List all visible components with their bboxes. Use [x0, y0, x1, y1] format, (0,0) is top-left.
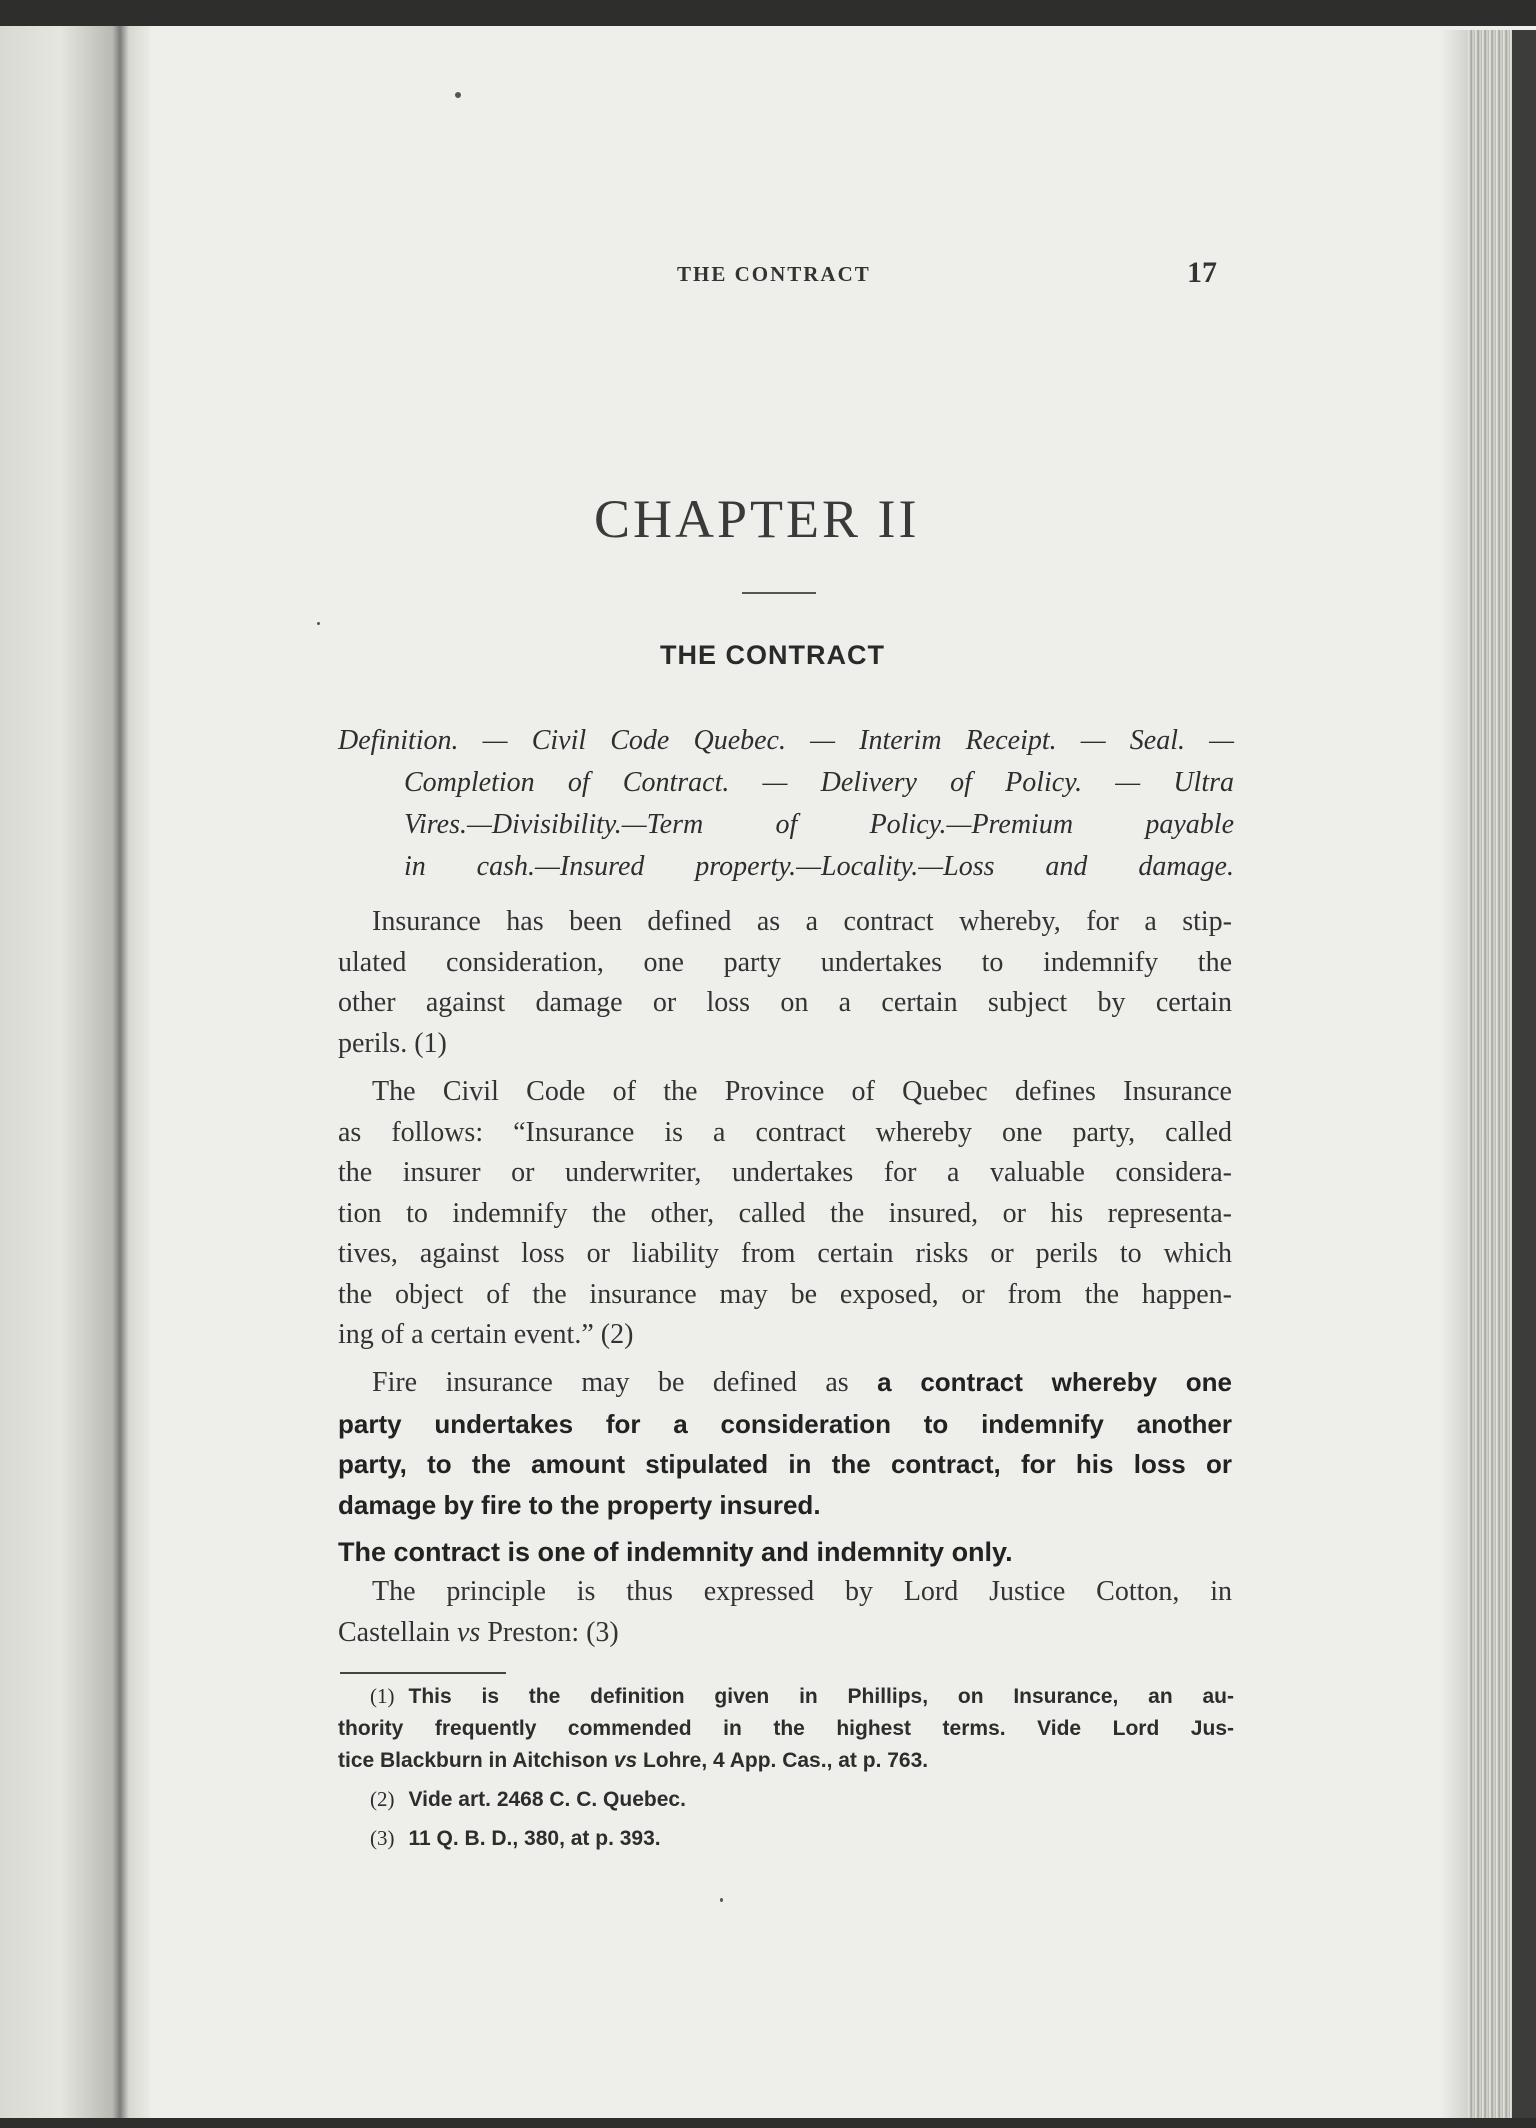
text-line: as follows: “Insurance is a contract whereby one party, called — [338, 1116, 1232, 1148]
text-line — [338, 1613, 1232, 1654]
book-cover-edge — [1512, 30, 1536, 2128]
summary-line: Completion of Contract. — Delivery of Policy. — Ultra — [404, 767, 1234, 798]
summary-line: Vires.—Divisibility.—Term of Policy.—Premium payable — [404, 809, 1234, 840]
paragraph-definition — [338, 902, 1232, 1064]
footnote-mark: (3) — [370, 1826, 395, 1850]
scan-top-border — [0, 0, 1536, 26]
text-line: tion to indemnify the other, called the insured, or his representa- — [338, 1197, 1232, 1229]
paragraph-fire-insurance — [338, 1362, 1232, 1525]
text-run: Vide art. 2468 C. C. Quebec. — [408, 1788, 686, 1811]
text-line: the insurer or underwriter, undertakes for a valuable considera- — [338, 1157, 1232, 1188]
dust-speck — [455, 92, 461, 98]
footnote-1 — [338, 1680, 1234, 1777]
page-curve-shadow — [1440, 30, 1470, 2120]
summary-line: Definition. — Civil Code Quebec. — Interim Receipt. — Seal. — — [338, 725, 1234, 756]
footnote-line — [338, 1822, 1234, 1855]
footnote-2 — [338, 1783, 1234, 1816]
bold-text-run: a contract whereby one — [877, 1367, 1233, 1397]
footnote-mark: (2) — [370, 1787, 395, 1811]
summary-line: in cash.—Insured property.—Locality.—Loss and damage. — [404, 851, 1234, 882]
text-line: ulated consideration, one party undertakes to indemnify the — [338, 946, 1232, 978]
text-line: ing of a certain event.” (2) — [338, 1319, 634, 1350]
text-line: The Civil Code of the Province of Quebec defines Insurance — [372, 1076, 1232, 1107]
title-rule — [742, 592, 816, 594]
section-title: THE CONTRACT — [660, 640, 885, 670]
footnote-3 — [338, 1822, 1234, 1855]
text-run: 11 Q. B. D., 380, at p. 393. — [408, 1827, 661, 1850]
bold-text-line: The contract is one of indemnity and indemnity only. — [338, 1537, 1013, 1567]
footnote-line — [338, 1745, 1234, 1777]
text-run: Preston: (3) — [487, 1616, 619, 1648]
text-run: tice Blackburn in Aitchison — [338, 1749, 608, 1772]
chapter-summary — [338, 720, 1234, 888]
dust-speck — [720, 1898, 723, 1902]
text-line: Insurance has been defined as a contract whereby, for a stip- — [372, 906, 1232, 937]
text-run: Lohre, 4 App. Cas., at p. 763. — [642, 1749, 929, 1772]
paragraph-indemnity — [338, 1532, 1232, 1573]
footnotes — [338, 1680, 1234, 1861]
text-run: Castellain — [338, 1616, 450, 1648]
text-line: other against damage or loss on a certain subject by certain — [338, 987, 1232, 1018]
italic-text-run: vs — [456, 1616, 481, 1648]
chapter-title: CHAPTER II — [594, 489, 920, 549]
running-head: THE CONTRACT — [677, 262, 871, 286]
text-line: tives, against loss or liability from certain risks or perils to which — [338, 1238, 1232, 1269]
footnote-line — [338, 1783, 1234, 1816]
text-line: The principle is thus expressed by Lord Justice Cotton, in — [372, 1576, 1232, 1607]
text-line: the object of the insurance may be exposed, or from the happen- — [338, 1278, 1232, 1310]
text-run: This is the definition given in Phillips, on Insurance, an au- — [408, 1685, 1234, 1708]
bold-text-line: party, to the amount stipulated in the contract, for his loss or — [338, 1449, 1232, 1479]
bold-text-line: party undertakes for a consideration to indemnify another — [338, 1408, 1232, 1439]
footnote-mark: (1) — [370, 1684, 395, 1708]
scan-bottom-border — [0, 2118, 1536, 2128]
footnote-line — [338, 1680, 1234, 1713]
italic-text-run: vs — [613, 1749, 638, 1772]
page-number: 17 — [1187, 256, 1217, 289]
bold-text-line: damage by fire to the property insured. — [338, 1489, 821, 1520]
book-gutter — [0, 26, 150, 2118]
paragraph-civil-code — [338, 1072, 1232, 1356]
footnote-rule — [340, 1672, 506, 1674]
paragraph-principle — [338, 1572, 1232, 1653]
footnote-line: thority frequently commended in the highest terms. Vide Lord Jus- — [338, 1717, 1234, 1740]
dust-speck — [317, 622, 320, 625]
text-line — [338, 1362, 1232, 1404]
text-run: Fire insurance may be defined as — [372, 1367, 849, 1398]
text-line: perils. (1) — [338, 1027, 447, 1059]
